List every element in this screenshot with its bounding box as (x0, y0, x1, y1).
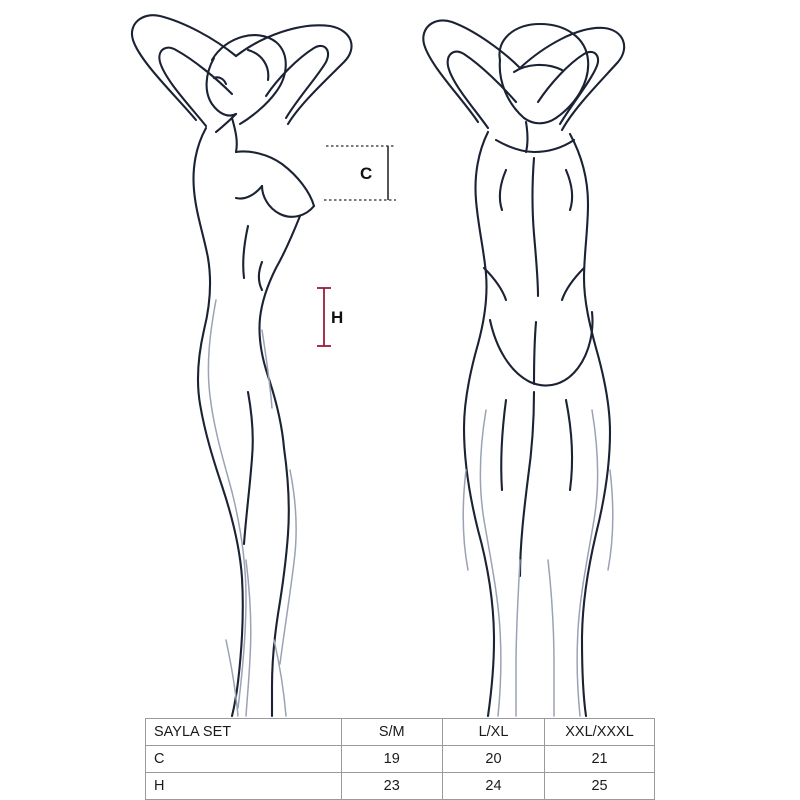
table-row (146, 746, 655, 773)
front-figure (132, 15, 352, 716)
table-row (146, 773, 655, 800)
row-label-c: C (146, 746, 342, 773)
table-header-row (146, 719, 655, 746)
table-header-sm: S/M (341, 719, 442, 746)
table-header-xxlxxxl: XXL/XXXL (545, 719, 655, 746)
cell-h-sm: 23 (341, 773, 442, 800)
back-figure (423, 20, 624, 716)
cell-h-lxl: 24 (442, 773, 544, 800)
measure-guide-h (317, 288, 331, 346)
cell-h-xxlxxxl: 25 (545, 773, 655, 800)
size-table-container (145, 718, 655, 800)
table-header-product: SAYLA SET (146, 719, 342, 746)
measure-label-c: C (360, 164, 373, 183)
table-header-lxl: L/XL (442, 719, 544, 746)
cell-c-lxl: 20 (442, 746, 544, 773)
cell-c-xxlxxxl: 21 (545, 746, 655, 773)
size-table (145, 718, 655, 800)
row-label-h: H (146, 773, 342, 800)
measure-label-h: H (331, 308, 344, 327)
cell-c-sm: 19 (341, 746, 442, 773)
